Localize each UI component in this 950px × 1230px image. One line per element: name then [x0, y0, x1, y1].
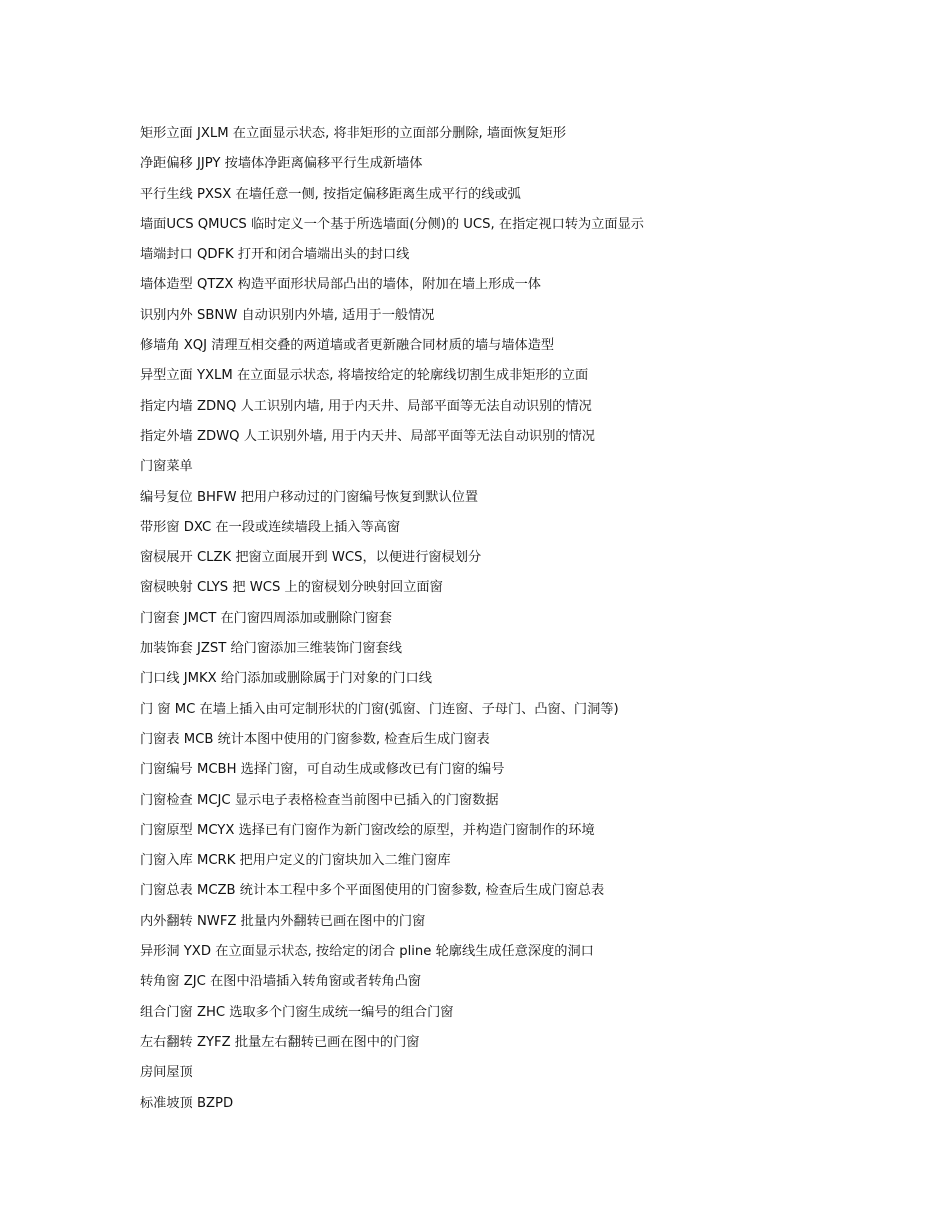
command-line-yxlm: 异型立面 YXLM 在立面显示状态, 将墙按给定的轮廓线切割生成非矩形的立面	[140, 368, 589, 384]
command-line-jjpy: 净距偏移 JJPY 按墙体净距离偏移平行生成新墙体	[140, 156, 423, 172]
command-line-mcrk: 门窗入库 MCRK 把用户定义的门窗块加入二维门窗库	[140, 853, 451, 869]
command-line-yxd: 异形洞 YXD 在立面显示状态, 按给定的闭合 pline 轮廓线生成任意深度的洞口	[140, 944, 594, 960]
section-heading-rooms-roofs: 房间屋顶	[140, 1065, 193, 1081]
command-line-zdnq: 指定内墙 ZDNQ 人工识别内墙, 用于内天井、局部平面等无法自动识别的情况	[140, 398, 592, 414]
command-line-jmkx: 门口线 JMKX 给门添加或删除属于门对象的门口线	[140, 671, 432, 687]
command-line-bhfw: 编号复位 BHFW 把用户移动过的门窗编号恢复到默认位置	[140, 489, 479, 505]
command-line-mcb: 门窗表 MCB 统计本图中使用的门窗参数, 检查后生成门窗表	[140, 731, 490, 747]
command-line-clzk: 窗棂展开 CLZK 把窗立面展开到 WCS，以便进行窗棂划分	[140, 550, 482, 566]
command-line-mc: 门 窗 MC 在墙上插入由可定制形状的门窗(弧窗、门连窗、子母门、凸窗、门洞等)	[140, 701, 619, 717]
command-line-zyfz: 左右翻转 ZYFZ 批量左右翻转已画在图中的门窗	[140, 1034, 420, 1050]
command-line-mcyx: 门窗原型 MCYX 选择已有门窗作为新门窗改绘的原型，并构造门窗制作的环境	[140, 822, 595, 838]
command-line-zdwq: 指定外墙 ZDWQ 人工识别外墙, 用于内天井、局部平面等无法自动识别的情况	[140, 428, 595, 444]
command-line-zhc: 组合门窗 ZHC 选取多个门窗生成统一编号的组合门窗	[140, 1004, 454, 1020]
command-line-pxsx: 平行生线 PXSX 在墙任意一侧, 按指定偏移距离生成平行的线或弧	[140, 186, 521, 202]
command-line-xqj: 修墙角 XQJ 清理互相交叠的两道墙或者更新融合同材质的墙与墙体造型	[140, 338, 555, 354]
command-line-mcjc: 门窗检查 MCJC 显示电子表格检查当前图中已插入的门窗数据	[140, 792, 499, 808]
command-list	[140, 121, 920, 1121]
command-line-qmucs: 墙面UCS QMUCS 临时定义一个基于所选墙面(分侧)的 UCS, 在指定视口转为立面显示	[140, 216, 644, 232]
command-line-jzst: 加装饰套 JZST 给门窗添加三维装饰门窗套线	[140, 641, 402, 657]
command-line-zjc: 转角窗 ZJC 在图中沿墙插入转角窗或者转角凸窗	[140, 974, 422, 990]
command-line-dxc: 带形窗 DXC 在一段或连续墙段上插入等高窗	[140, 519, 401, 535]
command-line-clys: 窗棂映射 CLYS 把 WCS 上的窗棂划分映射回立面窗	[140, 580, 443, 596]
command-line-jxlm: 矩形立面 JXLM 在立面显示状态, 将非矩形的立面部分删除, 墙面恢复矩形	[140, 126, 567, 141]
command-line-mczb: 门窗总表 MCZB 统计本工程中多个平面图使用的门窗参数, 检查后生成门窗总表	[140, 883, 605, 899]
command-line-jmct: 门窗套 JMCT 在门窗四周添加或删除门窗套	[140, 610, 392, 626]
command-line-bzpd: 标准坡顶 BZPD	[140, 1095, 234, 1111]
command-line-qtzx: 墙体造型 QTZX 构造平面形状局部凸出的墙体，附加在墙上形成一体	[140, 277, 541, 293]
section-heading-doors-windows: 门窗菜单	[140, 459, 193, 475]
command-line-qdfk: 墙端封口 QDFK 打开和闭合墙端出头的封口线	[140, 247, 410, 263]
command-line-sbnw: 识别内外 SBNW 自动识别内外墙, 适用于一般情况	[140, 307, 435, 323]
command-line-mcbh: 门窗编号 MCBH 选择门窗，可自动生成或修改已有门窗的编号	[140, 762, 505, 778]
command-line-nwfz: 内外翻转 NWFZ 批量内外翻转已画在图中的门窗	[140, 913, 426, 929]
